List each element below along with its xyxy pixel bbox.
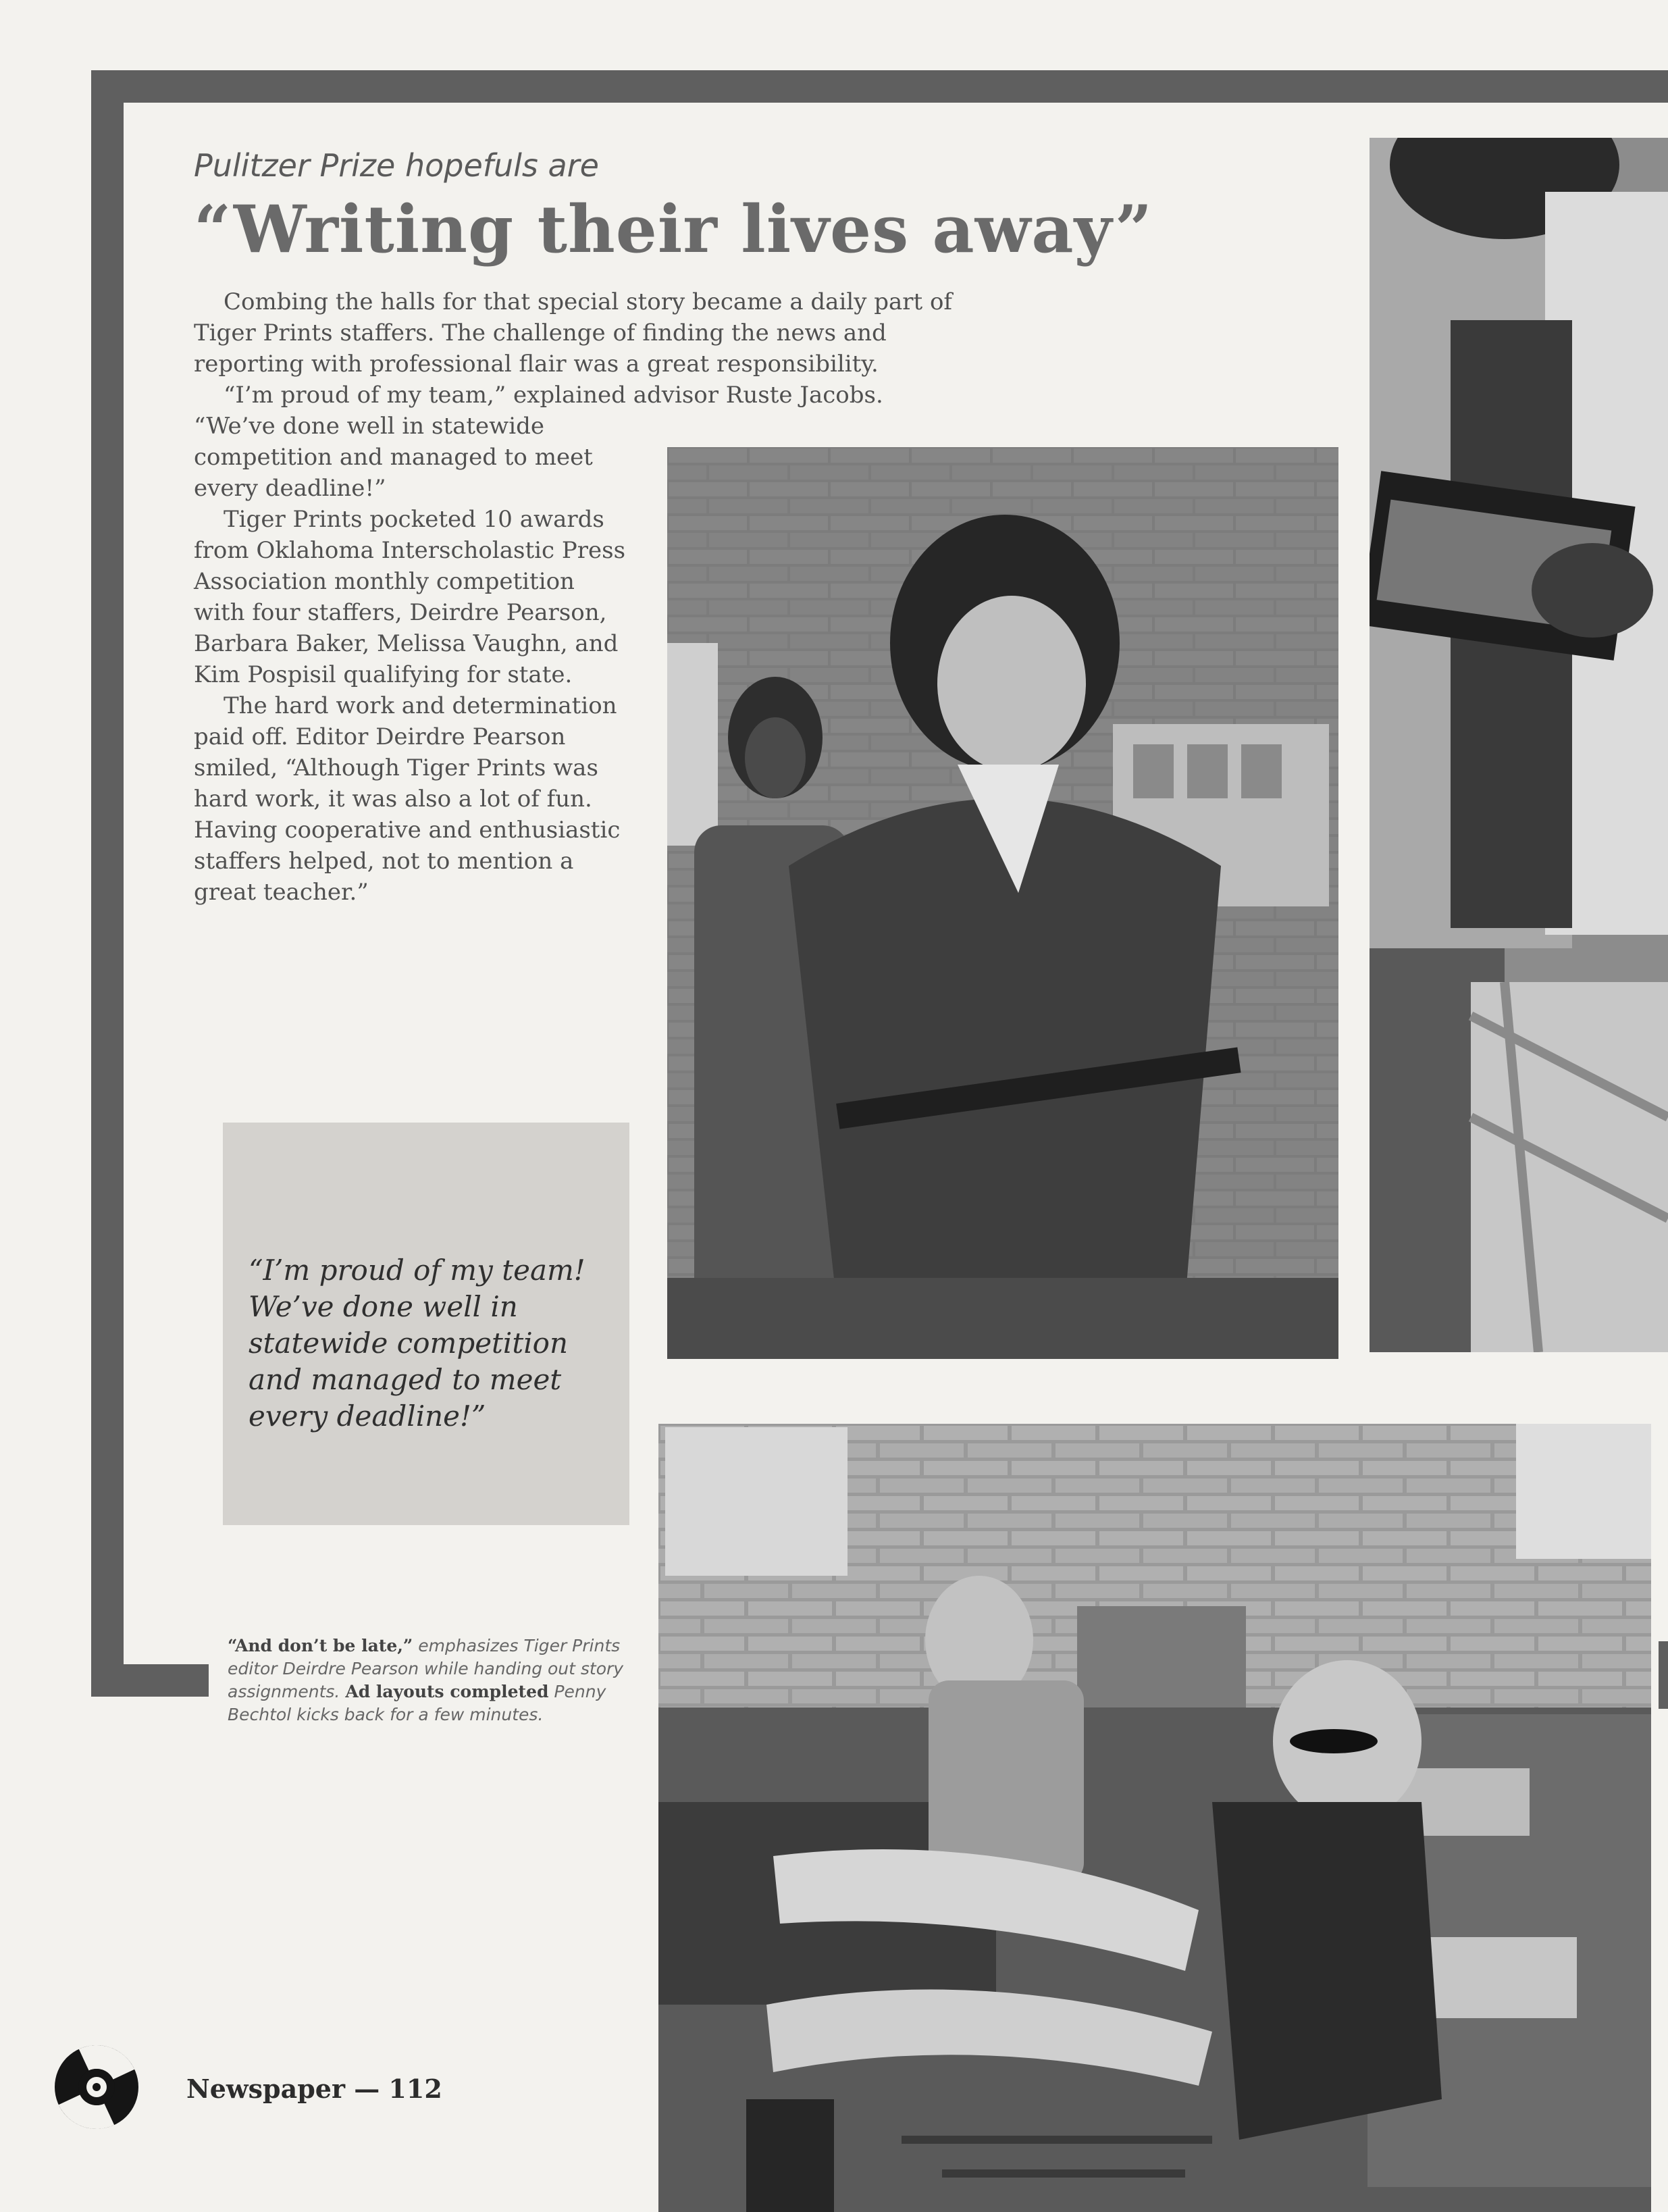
article-headline: “Writing their lives away”	[194, 191, 1153, 267]
frame-top-bar	[91, 70, 1668, 103]
record-disc-icon	[53, 2043, 140, 2131]
article-paragraph: Tiger Prints pocketed 10 awards from Oklahoma Interscholastic Press Association monthly competition with four staffers, Deirdre Pearson, Barbara Baker, Melissa Vaughn, and Kim Pospisil qualifying for state.	[194, 506, 626, 688]
photo-caption	[228, 1635, 633, 1726]
article-kicker: Pulitzer Prize hopefuls are	[194, 147, 599, 184]
photo-staffer-relaxing	[658, 1424, 1651, 2212]
caption-text-1: emphasizes Tiger Prints editor Deirdre Pearson while handing out story assignments.	[228, 1636, 624, 1701]
article-paragraph: “I’m proud of my team,” explained advisor Ruste Jacobs.	[224, 382, 883, 409]
article-paragraph: Combing the halls for that special story became a daily part of Tiger Prints staffers. The challenge of finding the news and reporting with professional flair was a great responsibility.	[194, 288, 953, 378]
photo-editor-assignments	[667, 447, 1338, 1359]
photo-staffer-cropped	[1370, 138, 1668, 1352]
frame-bottom-bar	[91, 1664, 209, 1697]
caption-lead-1: “And don’t be late,”	[228, 1636, 413, 1655]
frame-right-stub	[1659, 1641, 1668, 1709]
frame-left-bar	[91, 70, 124, 1697]
article-paragraph: “We’ve done well in statewide competition and managed to meet every deadline!”	[194, 413, 593, 502]
pull-quote-text: “I’m proud of my team! We’ve done well in statewide competition and managed to meet every deadline!”	[249, 1254, 585, 1433]
page-folio: Newspaper — 112	[186, 2074, 442, 2104]
pull-quote-box	[223, 1123, 629, 1525]
article-paragraph: The hard work and determination paid off. Editor Deirdre Pearson smiled, “Although Tiger Prints was hard work, it was also a lot of fun. Having cooperative and enthusiastic staffers helped, not to mention a great teacher.”	[194, 692, 621, 906]
caption-text-2: Penny Bechtol kicks back for a few minutes.	[228, 1682, 606, 1724]
caption-lead-2: Ad layouts completed	[345, 1682, 549, 1701]
